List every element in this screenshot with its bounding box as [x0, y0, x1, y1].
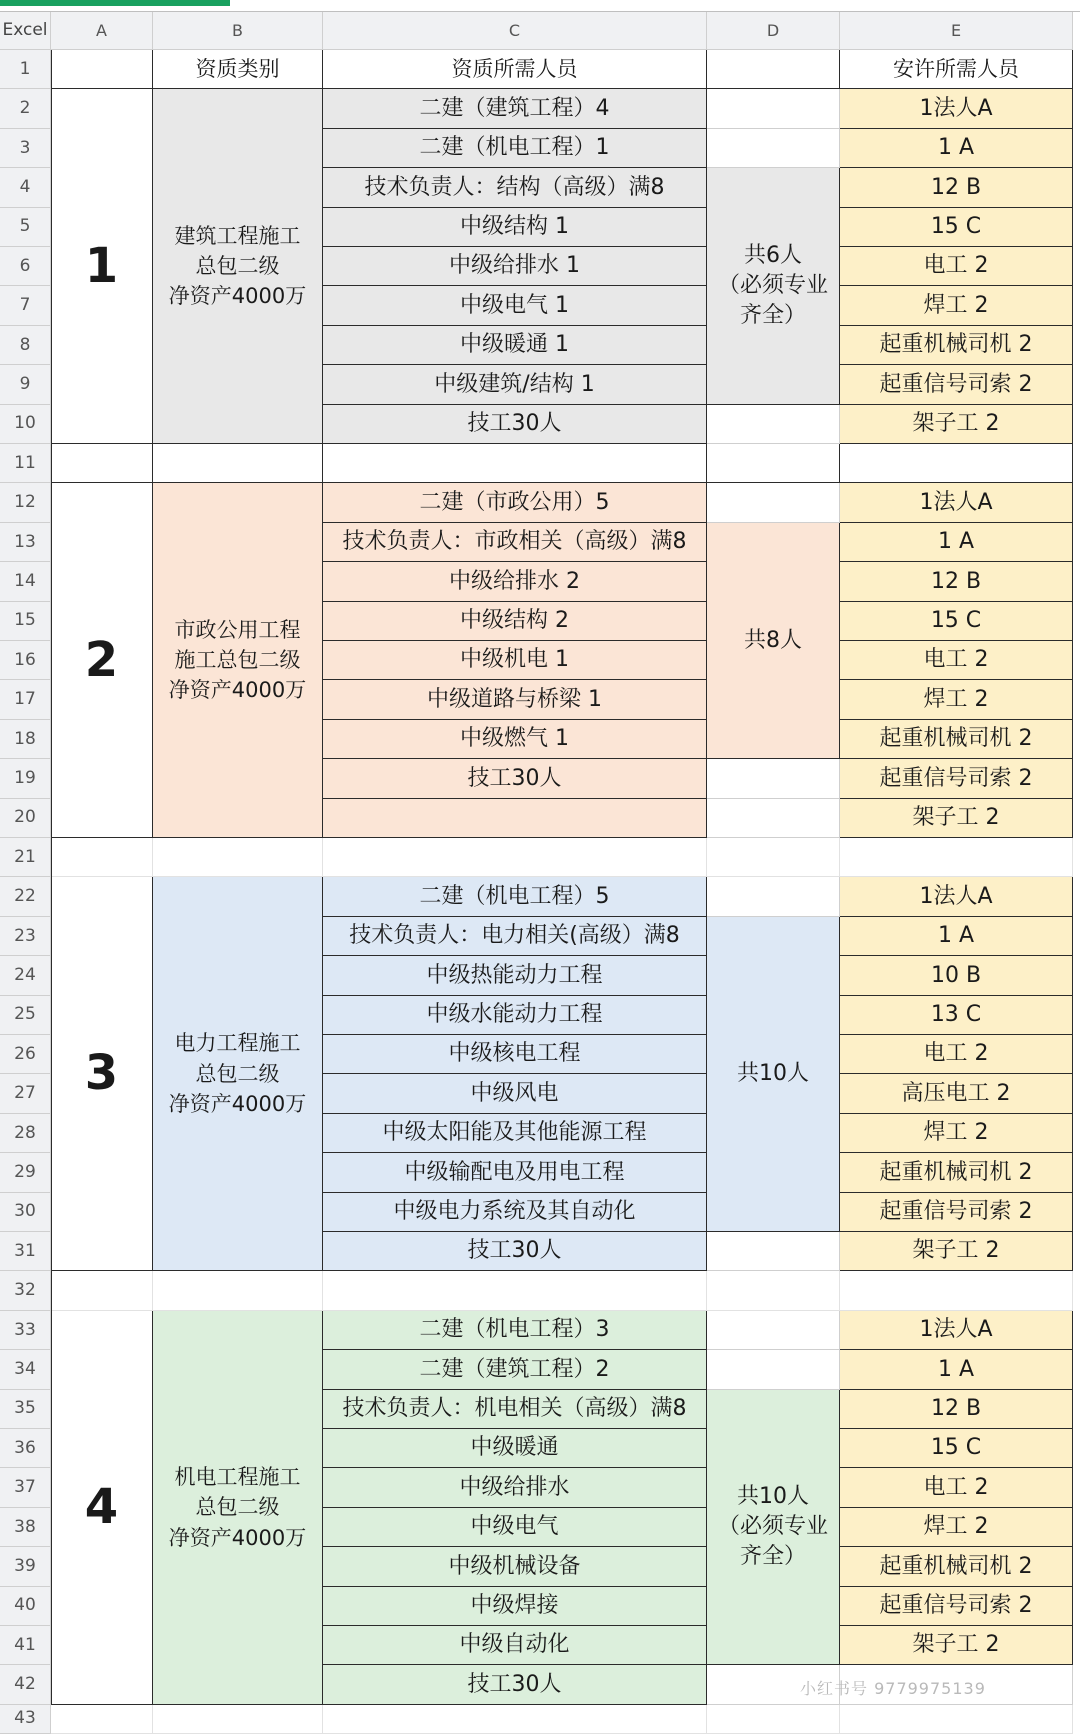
- cell-d-empty[interactable]: [707, 89, 840, 128]
- safety-permit-staff-item[interactable]: 起重机械司机 2: [840, 1547, 1073, 1586]
- row-header-27[interactable]: 27: [0, 1074, 51, 1113]
- staff-count-note[interactable]: 共6人 （必须专业 齐全）: [707, 168, 840, 404]
- row-header-15[interactable]: 15: [0, 602, 51, 641]
- qualification-staff-item[interactable]: 中级自动化: [323, 1626, 707, 1665]
- cell-d-empty[interactable]: [707, 1311, 840, 1350]
- qualification-staff-item[interactable]: 中级道路与桥梁 1: [323, 680, 707, 719]
- safety-permit-staff-item[interactable]: 15 C: [840, 208, 1073, 247]
- cell-empty-r43-c4[interactable]: [707, 1705, 840, 1734]
- qualification-staff-item[interactable]: 中级结构 1: [323, 208, 707, 247]
- safety-permit-staff-item[interactable]: 电工 2: [840, 1035, 1073, 1074]
- safety-permit-staff-item[interactable]: 起重信号司索 2: [840, 1193, 1073, 1232]
- qualification-staff-item[interactable]: 技术负责人：市政相关（高级）满8: [323, 523, 707, 562]
- qualification-staff-item[interactable]: 中级电力系统及其自动化: [323, 1193, 707, 1232]
- safety-permit-staff-item[interactable]: 12 B: [840, 168, 1073, 207]
- safety-permit-staff-item[interactable]: 1法人A: [840, 877, 1073, 916]
- safety-permit-staff-item[interactable]: 架子工 2: [840, 1232, 1073, 1271]
- qualification-staff-item[interactable]: 中级风电: [323, 1074, 707, 1113]
- row-header-20[interactable]: 20: [0, 799, 51, 838]
- row-header-41[interactable]: 41: [0, 1626, 51, 1665]
- cell-empty-r32-c4[interactable]: [707, 1271, 840, 1310]
- row-header-33[interactable]: 33: [0, 1311, 51, 1350]
- row-header-39[interactable]: 39: [0, 1547, 51, 1586]
- safety-permit-staff-item[interactable]: 1 A: [840, 523, 1073, 562]
- row-header-37[interactable]: 37: [0, 1468, 51, 1507]
- row-header-42[interactable]: 42: [0, 1665, 51, 1704]
- cell-empty-r11-c3[interactable]: [323, 444, 707, 483]
- group-index-4[interactable]: 4: [51, 1311, 153, 1705]
- qualification-staff-item[interactable]: 技术负责人：结构（高级）满8: [323, 168, 707, 207]
- qualification-staff-item[interactable]: 二建（机电工程）1: [323, 129, 707, 168]
- row-header-8[interactable]: 8: [0, 326, 51, 365]
- cell-d-empty[interactable]: [707, 799, 840, 838]
- cell-empty-r32-c5[interactable]: [840, 1271, 1073, 1310]
- row-header-1[interactable]: 1: [0, 50, 51, 89]
- safety-permit-staff-item[interactable]: 1 A: [840, 129, 1073, 168]
- safety-permit-staff-item[interactable]: 焊工 2: [840, 1114, 1073, 1153]
- cell-d-empty[interactable]: [707, 1350, 840, 1389]
- safety-permit-staff-item[interactable]: 15 C: [840, 602, 1073, 641]
- cell-empty-r21-c3[interactable]: [323, 838, 707, 877]
- staff-count-note[interactable]: 共10人 （必须专业 齐全）: [707, 1390, 840, 1666]
- row-header-26[interactable]: 26: [0, 1035, 51, 1074]
- safety-permit-staff-item[interactable]: 架子工 2: [840, 405, 1073, 444]
- qualification-staff-item[interactable]: 中级电气: [323, 1508, 707, 1547]
- group-index-3[interactable]: 3: [51, 877, 153, 1271]
- qualification-staff-item[interactable]: 二建（建筑工程）2: [323, 1350, 707, 1389]
- cell-empty-r32-c1[interactable]: [51, 1271, 153, 1310]
- qualification-staff-item[interactable]: 中级机电 1: [323, 641, 707, 680]
- cell-empty-r43-c1[interactable]: [51, 1705, 153, 1734]
- qualification-category-1[interactable]: 建筑工程施工 总包二级 净资产4000万: [153, 89, 323, 444]
- row-header-13[interactable]: 13: [0, 523, 51, 562]
- row-header-19[interactable]: 19: [0, 759, 51, 798]
- safety-permit-staff-item[interactable]: 1法人A: [840, 483, 1073, 522]
- safety-permit-staff-item[interactable]: 电工 2: [840, 641, 1073, 680]
- row-header-36[interactable]: 36: [0, 1429, 51, 1468]
- cell-empty-r43-c2[interactable]: [153, 1705, 323, 1734]
- staff-count-note[interactable]: 共8人: [707, 523, 840, 759]
- grid-left-edge: [51, 50, 52, 1705]
- row-header-40[interactable]: 40: [0, 1587, 51, 1626]
- safety-permit-staff-item[interactable]: 1 A: [840, 1350, 1073, 1389]
- qualification-staff-item[interactable]: 中级太阳能及其他能源工程: [323, 1114, 707, 1153]
- row-header-24[interactable]: 24: [0, 956, 51, 995]
- safety-permit-staff-item[interactable]: 起重机械司机 2: [840, 720, 1073, 759]
- qualification-staff-item[interactable]: 二建（市政公用）5: [323, 483, 707, 522]
- cell-empty-r32-c3[interactable]: [323, 1271, 707, 1310]
- qualification-staff-item[interactable]: 技术负责人：机电相关（高级）满8: [323, 1390, 707, 1429]
- cell-d1[interactable]: [707, 50, 840, 89]
- safety-permit-staff-item[interactable]: 起重信号司索 2: [840, 365, 1073, 404]
- safety-permit-staff-item[interactable]: 焊工 2: [840, 680, 1073, 719]
- group-index-1[interactable]: 1: [51, 89, 153, 444]
- qualification-category-4[interactable]: 机电工程施工 总包二级 净资产4000万: [153, 1311, 323, 1705]
- row-header-18[interactable]: 18: [0, 720, 51, 759]
- cell-empty-r11-c4[interactable]: [707, 444, 840, 483]
- row-header-38[interactable]: 38: [0, 1508, 51, 1547]
- group-index-2[interactable]: 2: [51, 483, 153, 838]
- qualification-staff-item[interactable]: 中级焊接: [323, 1587, 707, 1626]
- safety-permit-staff-item[interactable]: 电工 2: [840, 1468, 1073, 1507]
- cell-empty-r21-c5[interactable]: [840, 838, 1073, 877]
- cell-d-empty[interactable]: [707, 1232, 840, 1271]
- row-header-28[interactable]: 28: [0, 1114, 51, 1153]
- safety-permit-staff-item[interactable]: 13 C: [840, 996, 1073, 1035]
- qualification-category-2[interactable]: 市政公用工程 施工总包二级 净资产4000万: [153, 483, 323, 838]
- qualification-staff-item[interactable]: 二建（机电工程）3: [323, 1311, 707, 1350]
- safety-permit-staff-item[interactable]: 焊工 2: [840, 1508, 1073, 1547]
- row-header-11[interactable]: 11: [0, 444, 51, 483]
- row-header-32[interactable]: 32: [0, 1271, 51, 1310]
- row-header-12[interactable]: 12: [0, 483, 51, 522]
- column-header-c[interactable]: C: [323, 12, 707, 50]
- cell-empty-r43-c3[interactable]: [323, 1705, 707, 1734]
- qualification-staff-item[interactable]: 技工30人: [323, 759, 707, 798]
- safety-permit-staff-item[interactable]: 1法人A: [840, 1311, 1073, 1350]
- row-header-22[interactable]: 22: [0, 877, 51, 916]
- cell-empty-r11-c1[interactable]: [51, 444, 153, 483]
- row-header-5[interactable]: 5: [0, 208, 51, 247]
- qualification-staff-item[interactable]: 中级机械设备: [323, 1547, 707, 1586]
- cell-empty-r21-c1[interactable]: [51, 838, 153, 877]
- header-qualification-type[interactable]: 资质类别: [153, 50, 323, 89]
- safety-permit-staff-item[interactable]: 焊工 2: [840, 286, 1073, 325]
- safety-permit-staff-item[interactable]: 15 C: [840, 1429, 1073, 1468]
- qualification-staff-item[interactable]: 技工30人: [323, 1665, 707, 1704]
- row-header-3[interactable]: 3: [0, 129, 51, 168]
- row-header-10[interactable]: 10: [0, 405, 51, 444]
- cell-d-empty[interactable]: [707, 483, 840, 522]
- qualification-staff-item[interactable]: 中级水能动力工程: [323, 996, 707, 1035]
- row-header-25[interactable]: 25: [0, 996, 51, 1035]
- cell-empty-r21-c2[interactable]: [153, 838, 323, 877]
- qualification-staff-item[interactable]: 中级核电工程: [323, 1035, 707, 1074]
- safety-permit-staff-item[interactable]: 10 B: [840, 956, 1073, 995]
- column-header-b[interactable]: B: [153, 12, 323, 50]
- cell-empty-r43-c5[interactable]: [840, 1705, 1073, 1734]
- row-header-9[interactable]: 9: [0, 365, 51, 404]
- row-header-6[interactable]: 6: [0, 247, 51, 286]
- qualification-staff-item[interactable]: 中级暖通 1: [323, 326, 707, 365]
- safety-permit-staff-item[interactable]: 高压电工 2: [840, 1074, 1073, 1113]
- column-header-a[interactable]: A: [51, 12, 153, 50]
- header-safety-permit-staff[interactable]: 安许所需人员: [840, 50, 1073, 89]
- safety-permit-staff-item[interactable]: 1 A: [840, 917, 1073, 956]
- qualification-staff-item[interactable]: 技术负责人：电力相关(高级）满8: [323, 917, 707, 956]
- qualification-staff-item[interactable]: [323, 799, 707, 838]
- qualification-staff-item[interactable]: 中级电气 1: [323, 286, 707, 325]
- row-header-21[interactable]: 21: [0, 838, 51, 877]
- column-header-d[interactable]: D: [707, 12, 840, 50]
- watermark-text: 小红书号 9779975139: [800, 1679, 986, 1698]
- staff-count-note[interactable]: 共10人: [707, 917, 840, 1232]
- row-header-7[interactable]: 7: [0, 286, 51, 325]
- qualification-staff-item[interactable]: 中级建筑/结构 1: [323, 365, 707, 404]
- cell-empty-r21-c4[interactable]: [707, 838, 840, 877]
- qualification-category-3[interactable]: 电力工程施工 总包二级 净资产4000万: [153, 877, 323, 1271]
- row-header-14[interactable]: 14: [0, 562, 51, 601]
- safety-permit-staff-item[interactable]: 电工 2: [840, 247, 1073, 286]
- cell-empty-r32-c2[interactable]: [153, 1271, 323, 1310]
- header-qualification-staff[interactable]: 资质所需人员: [323, 50, 707, 89]
- safety-permit-staff-item[interactable]: 架子工 2: [840, 1626, 1073, 1665]
- safety-permit-staff-item[interactable]: 12 B: [840, 1390, 1073, 1429]
- cell-d-empty[interactable]: [707, 877, 840, 916]
- safety-permit-staff-item[interactable]: 12 B: [840, 562, 1073, 601]
- qualification-staff-item[interactable]: 中级给排水: [323, 1468, 707, 1507]
- qualification-staff-item[interactable]: 中级结构 2: [323, 602, 707, 641]
- qualification-staff-item[interactable]: 二建（建筑工程）4: [323, 89, 707, 128]
- qualification-staff-item[interactable]: 技工30人: [323, 405, 707, 444]
- corner-cell-excel: Excel: [0, 12, 51, 50]
- row-header-17[interactable]: 17: [0, 680, 51, 719]
- row-header-23[interactable]: 23: [0, 917, 51, 956]
- qualification-staff-item[interactable]: 中级输配电及用电工程: [323, 1153, 707, 1192]
- safety-permit-staff-item[interactable]: 1法人A: [840, 89, 1073, 128]
- row-header-34[interactable]: 34: [0, 1350, 51, 1389]
- row-header-4[interactable]: 4: [0, 168, 51, 207]
- row-header-43[interactable]: 43: [0, 1705, 51, 1734]
- safety-permit-staff-item[interactable]: 起重机械司机 2: [840, 326, 1073, 365]
- qualification-staff-item[interactable]: 中级暖通: [323, 1429, 707, 1468]
- qualification-staff-item[interactable]: 中级给排水 2: [323, 562, 707, 601]
- qualification-staff-item[interactable]: 技工30人: [323, 1232, 707, 1271]
- cell-d-empty[interactable]: [707, 129, 840, 168]
- cell-d-empty[interactable]: [707, 405, 840, 444]
- row-header-16[interactable]: 16: [0, 641, 51, 680]
- row-header-2[interactable]: 2: [0, 89, 51, 128]
- qualification-staff-item[interactable]: 中级热能动力工程: [323, 956, 707, 995]
- cell-empty-r11-c5[interactable]: [840, 444, 1073, 483]
- cell-a1[interactable]: [51, 50, 153, 89]
- safety-permit-staff-item[interactable]: 起重机械司机 2: [840, 1153, 1073, 1192]
- row-header-30[interactable]: 30: [0, 1193, 51, 1232]
- qualification-staff-item[interactable]: 二建（机电工程）5: [323, 877, 707, 916]
- qualification-staff-item[interactable]: 中级燃气 1: [323, 720, 707, 759]
- row-header-29[interactable]: 29: [0, 1153, 51, 1192]
- row-header-35[interactable]: 35: [0, 1390, 51, 1429]
- safety-permit-staff-item[interactable]: 起重信号司索 2: [840, 759, 1073, 798]
- qualification-staff-item[interactable]: 中级给排水 1: [323, 247, 707, 286]
- column-header-e[interactable]: E: [840, 12, 1073, 50]
- cell-empty-r11-c2[interactable]: [153, 444, 323, 483]
- safety-permit-staff-item[interactable]: 架子工 2: [840, 799, 1073, 838]
- cell-d-empty[interactable]: [707, 759, 840, 798]
- safety-permit-staff-item[interactable]: 起重信号司索 2: [840, 1587, 1073, 1626]
- row-header-31[interactable]: 31: [0, 1232, 51, 1271]
